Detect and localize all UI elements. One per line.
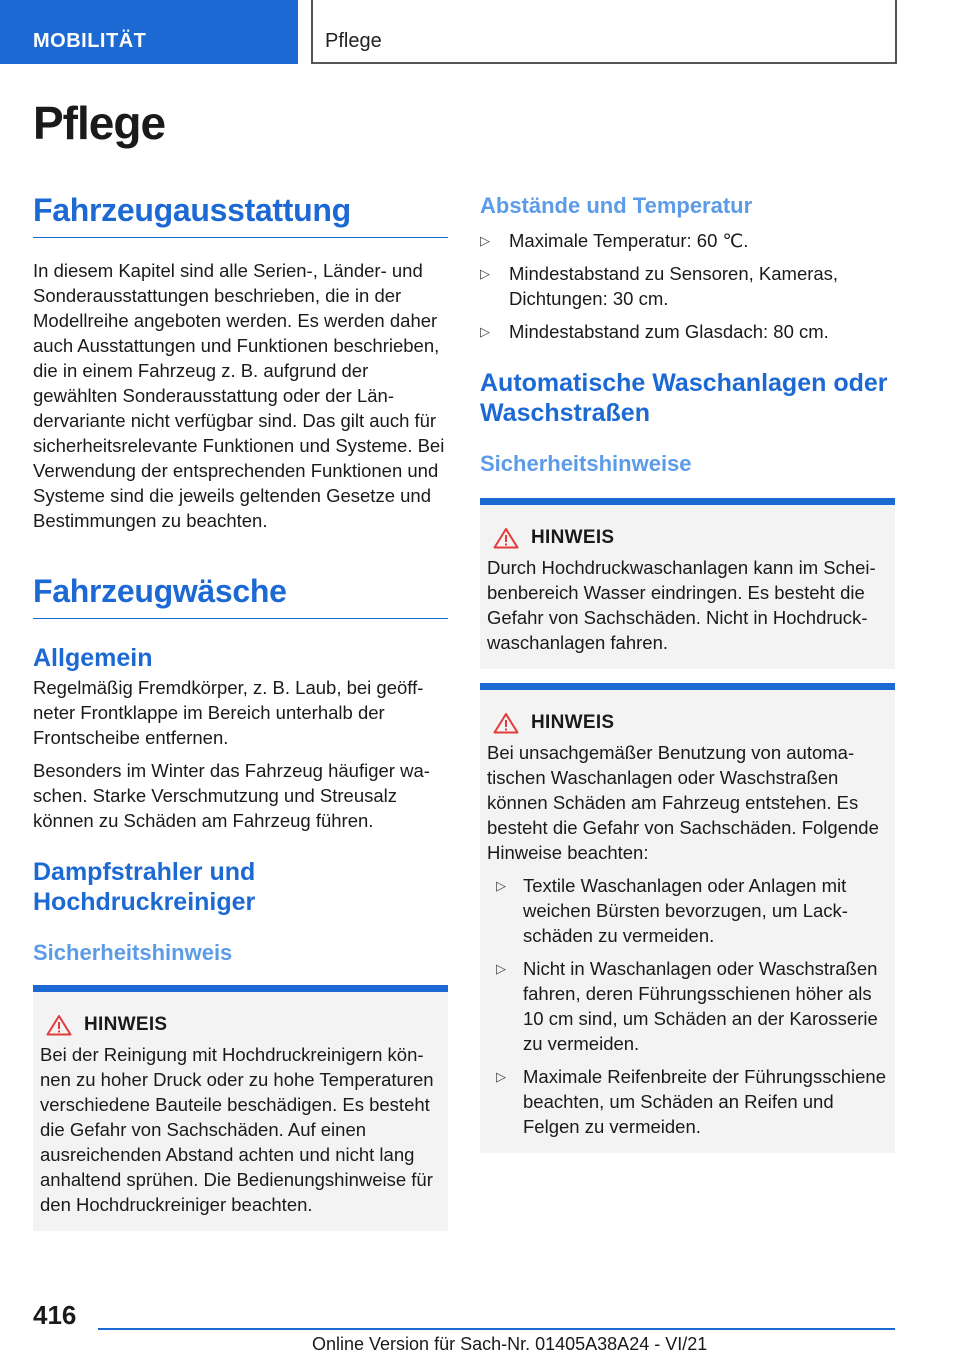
- notice-box-hochdruckreiniger: [33, 985, 448, 1231]
- paragraph-allgemein-1: Regelmäßig Fremdkörper, z. B. Laub, bei geöffneter Frontklappe im Bereich unterhalb der Frontscheibe entfernen.: [33, 677, 424, 748]
- heading-dampfstrahler: Dampfstrahler und Hochdruckreiniger: [33, 858, 256, 916]
- notice-text: Durch Hochdruckwaschanlagen kann im Scheibenbereich Wasser eindringen. Es besteht die Gefahr von Sachschäden. Nicht in Hochdruckwaschanlagen fahren.: [487, 557, 876, 653]
- bullet-icon: ▷: [496, 878, 506, 893]
- heading-fahrzeugwaesche: Fahrzeugwäsche: [33, 573, 448, 619]
- warning-triangle-icon: [46, 1014, 72, 1036]
- warning-triangle-icon: [493, 527, 519, 549]
- notice-text: Bei der Reinigung mit Hochdruckreinigern können zu hoher Druck oder zu hohe Temperaturen verschiedene Bauteile beschädigen. Es besteht die Gefahr von Sachschäden. Auf einen ausreichenden Abstand achten und nicht lang anhaltend sprühen. Die Bedienungshinweise für den Hochdruckreiniger beachten.: [40, 1044, 434, 1215]
- bullet-icon: ▷: [496, 961, 506, 976]
- notice-label: HINWEIS: [84, 1014, 168, 1035]
- list-item: ▷ Mindestabstand zu Sensoren, Kameras, Dichtungen: 30 cm.: [480, 263, 839, 309]
- header-section-tab: [0, 0, 298, 64]
- notice-label: HINWEIS: [531, 712, 615, 733]
- left-column: [33, 192, 448, 1231]
- paragraph-allgemein-2: Besonders im Winter das Fahrzeug häufiger waschen. Starke Verschmutzung und Streusalz können zu Schäden am Fahrzeug führen.: [33, 760, 430, 831]
- footer-divider: [98, 1328, 895, 1330]
- heading-sicherheitshinweis: Sicherheitshinweis: [33, 940, 233, 965]
- heading-fahrzeugausstattung: Fahrzeugausstattung: [33, 192, 448, 238]
- footer-version-text: Online Version für Sach-Nr. 01405A38A24 - VI/21: [312, 1334, 708, 1354]
- page-title: Pflege: [33, 97, 166, 149]
- heading-automatische-waschanlagen: Automatische Waschanlagen oder Waschstraßen: [480, 369, 888, 427]
- header-topic-label: Pflege: [325, 30, 382, 52]
- bullet-icon: ▷: [480, 233, 490, 248]
- header-topic-tab: [311, 0, 897, 64]
- bullet-icon: ▷: [480, 266, 490, 281]
- notice-box-automatische-waschanlagen: [480, 683, 895, 1153]
- list-item: ▷ Mindestabstand zum Glasdach: 80 cm.: [480, 321, 829, 342]
- bullet-icon: ▷: [480, 324, 490, 339]
- notice-box-hochdruckwaschanlagen: [480, 498, 895, 669]
- right-column: [480, 192, 895, 1153]
- list-item: ▷ Nicht in Waschanlagen oder Waschstraßen fahren, deren Führungsschienen höher als 10 cm sind, um Schäden an der Karosserie zu vermeiden.: [496, 958, 878, 1054]
- notice-text: Bei unsachgemäßer Benutzung von automatischen Waschanlagen oder Waschstraßen können Schäden am Fahrzeug entstehen. Es besteht die Gefahr von Sachschäden. Folgende Hinweise beachten:: [487, 742, 879, 863]
- notice-header: [493, 712, 888, 734]
- page-number: 416: [33, 1300, 77, 1330]
- paragraph-ausstattung: In diesem Kapitel sind alle Serien-, Länder- und Sonderausstattungen beschrieben, die in der Modellreihe angeboten werden. Es werden daher auch Ausstattungen und Funktionen beschrieben, die in einem Fahrzeug z. B. aufgrund der gewählten Sonderausstattung oder der Ländervariante nicht verfügbar sind. Das gilt auch für sicherheitsrelevante Funktionen und Systeme. Bei Verwendung der entsprechenden Funktionen und Systeme sind die jeweils geltenden Gesetze und Bestimmungen zu beachten.: [33, 260, 445, 531]
- warning-triangle-icon: [493, 712, 519, 734]
- list-item: ▷ Maximale Reifenbreite der Führungsschiene beachten, um Schäden an Reifen und Felgen zu vermeiden.: [496, 1066, 886, 1137]
- list-notice-hinweise: [487, 873, 888, 1139]
- header-section-label: MOBILITÄT: [33, 30, 147, 52]
- bullet-icon: ▷: [496, 1069, 506, 1084]
- heading-allgemein: Allgemein: [33, 644, 153, 672]
- notice-header: [493, 527, 888, 549]
- heading-abstaende: Abstände und Temperatur: [480, 193, 753, 218]
- notice-header: [46, 1014, 441, 1036]
- list-abstaende: [480, 228, 895, 344]
- list-item: ▷ Textile Waschanlagen oder Anlagen mit weichen Bürsten bevorzugen, um Lackschäden zu vermeiden.: [496, 875, 848, 946]
- heading-sicherheitshinweise: Sicherheitshinweise: [480, 451, 692, 476]
- list-item: ▷ Maximale Temperatur: 60 ℃.: [480, 230, 749, 251]
- notice-label: HINWEIS: [531, 527, 615, 548]
